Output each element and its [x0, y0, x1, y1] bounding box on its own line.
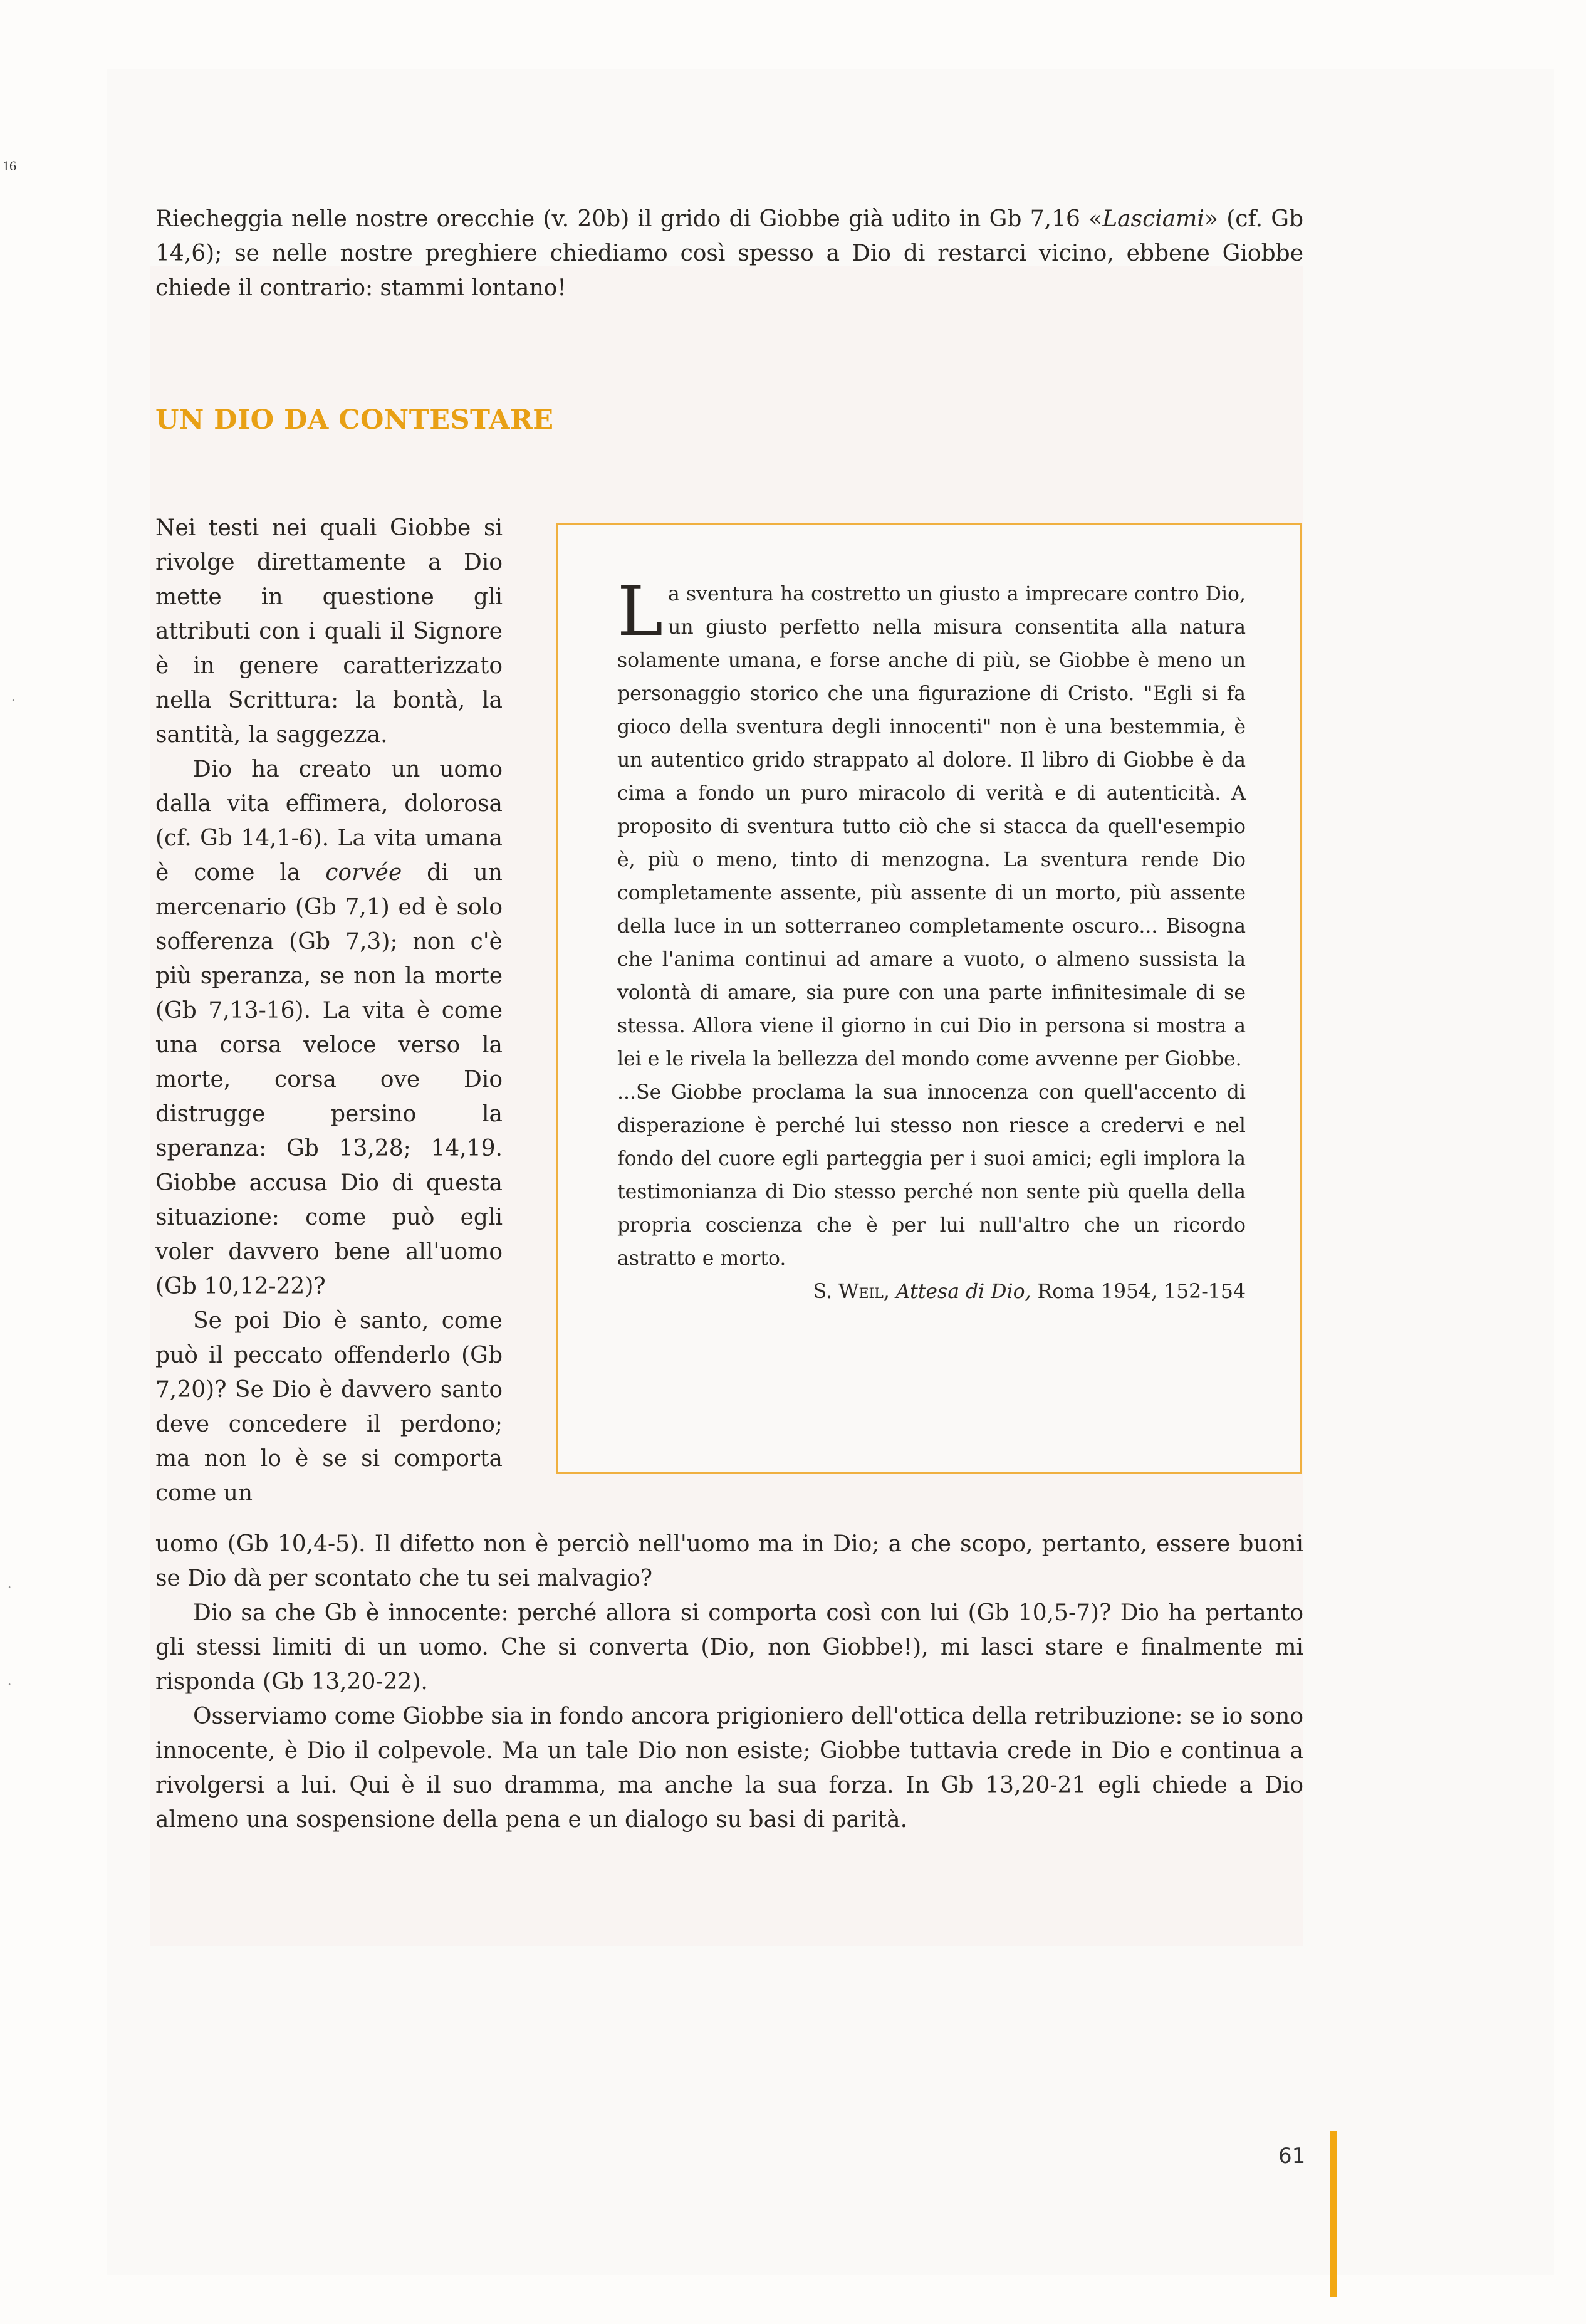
drop-cap: L [617, 571, 664, 651]
quote-box [556, 523, 1302, 1474]
continuation-paragraph-1: uomo (Gb 10,4-5). Il difetto non è perciò nell'uomo ma in Dio; a che scopo, pertanto, essere buoni se Dio dà per scontato che tu sei malvagio? [155, 1531, 1303, 1591]
left-paragraph-2: Dio ha creato un uomo dalla vita effimera, dolorosa (cf. Gb 14,1-6). La vita umana è come la corvée di un mercenario (Gb 7,1) ed è solo sofferenza (Gb 7,3); non c'è più speranza, se non la morte (Gb 7,13-16). La vita è come una corsa veloce verso la morte, corsa ove Dio distrugge persino la speranza: Gb 13,28; 14,19. Giobbe accusa Dio di questa situazione: come può egli voler davvero bene all'uomo (Gb 10,12-22)? [155, 756, 503, 1299]
page-number: 61 [1278, 2143, 1306, 2169]
quote-emphasis: Lasciami [1102, 206, 1204, 232]
margin-mark: · [8, 1677, 12, 1692]
section-heading: UN DIO DA CONTESTARE [155, 404, 554, 436]
continuation-paragraph-2: Dio sa che Gb è innocente: perché allora si comporta così con lui (Gb 10,5-7)? Dio ha pertanto gli stessi limiti di un uomo. Che si converta (Dio, non Giobbe!), mi lasci stare e finalmente mi risponda (Gb 13,20-22). [155, 1600, 1303, 1695]
quote-attribution: S. Weil, Attesa di Dio, Roma 1954, 152-154 [813, 1280, 1246, 1303]
continuation-paragraph-3: Osserviamo come Giobbe sia in fondo ancora prigioniero dell'ottica della retribuzione: se io sono innocente, è Dio il colpevole. Ma un tale Dio non esiste; Giobbe tuttavia crede in Dio e continua a rivolgersi a lui. Qui è il suo dramma, ma anche la sua forza. In Gb 13,20-21 egli chiede a Dio almeno una sospensione della pena e un dialogo su basi di parità. [155, 1704, 1303, 1833]
scan-page-marker: 16 [3, 158, 16, 174]
margin-mark: · [8, 1579, 12, 1594]
continuation-text [155, 1527, 1303, 1837]
left-paragraph-3: Se poi Dio è santo, come può il peccato offenderlo (Gb 7,20)? Se Dio è davvero santo deve concedere il perdono; ma non lo è se si comporta come un [155, 1308, 503, 1506]
left-column [155, 511, 503, 1510]
quote-text [617, 571, 1246, 1309]
left-paragraph-1: Nei testi nei quali Giobbe si rivolge direttamente a Dio mette in questione gli attributi con i quali il Signore è in genere caratterizzato nella Scrittura: la bontà, la santità, la saggezza. [155, 515, 503, 748]
margin-mark: · [11, 693, 16, 708]
quote-paragraph-2: ...Se Giobbe proclama la sua innocenza con quell'accento di disperazione è perché lui stesso non riesce a credervi e nel fondo del cuore egli parteggia per i suoi amici; egli implora la testimonianza di Dio stesso perché non sente più quella della propria coscienza che è per lui null'altro che un ricordo astratto e morto. [617, 1081, 1246, 1270]
page-accent-bar [1330, 2131, 1337, 2297]
intro-paragraph: Riecheggia nelle nostre orecchie (v. 20b) il grido di Giobbe già udito in Gb 7,16 «Lasciami» (cf. Gb 14,6); se nelle nostre preghiere chiediamo così spesso a Dio di restarci vicino, ebbene Giobbe chiede il contrario: stammi lontano! [155, 206, 1304, 301]
quote-paragraph-1: La sventura ha costretto un giusto a imprecare contro Dio, un giusto perfetto nella misura consentita alla natura solamente umana, e forse anche di più, se Giobbe è meno un personaggio storico che una figurazione di Cristo. "Egli si fa gioco della sventura degli innocenti" non è una bestemmia, è un autentico grido strappato al dolore. Il libro di Giobbe è da cima a fondo un puro miracolo di verità e di autenticità. A proposito di sventura tutto ciò che si stacca da quell'esempio è, più o meno, tinto di menzogna. La sventura rende Dio completamente assente, più assente di un morto, più assente della luce in un sotterraneo completamente oscuro... Bisogna che l'anima continui ad amare a vuoto, o almeno sussista la volontà di amare, sia pure con una parte infinitesimale di se stessa. Allora viene il giorno in cui Dio in persona si mostra a lei e le rivela la bellezza del mondo come avvenne per Giobbe. [617, 571, 1246, 1070]
